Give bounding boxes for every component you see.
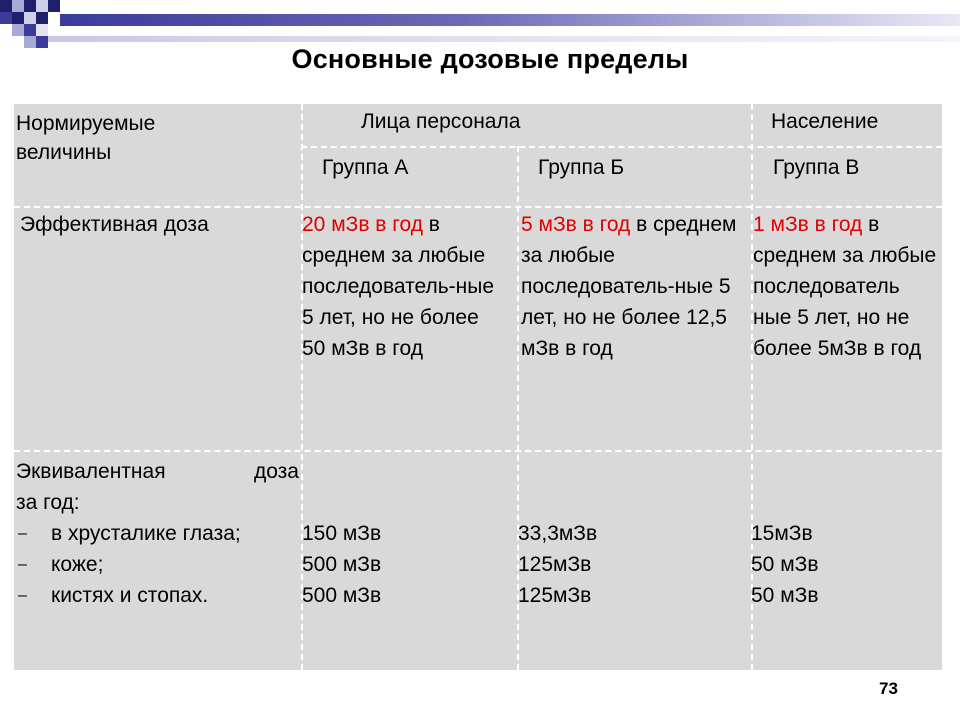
dose-limits-table bbox=[14, 104, 942, 670]
list-item: – в хрусталике глаза; bbox=[16, 518, 299, 549]
dash-bullet-icon: – bbox=[18, 587, 27, 604]
limit-highlight: 1 мЗв в год bbox=[753, 213, 863, 236]
deco-square bbox=[0, 0, 12, 12]
row-divider bbox=[301, 146, 942, 148]
equivalent-dose-group-v bbox=[751, 518, 936, 611]
dose-value: 125мЗв bbox=[518, 584, 592, 607]
deco-square bbox=[24, 0, 36, 12]
header-group-a: Группа А bbox=[322, 156, 409, 179]
dash-bullet-icon: – bbox=[18, 556, 27, 573]
row-divider bbox=[14, 450, 942, 452]
dose-value: 500 мЗв bbox=[302, 584, 382, 607]
row-divider bbox=[14, 206, 942, 208]
equivalent-dose-period: за год: bbox=[16, 491, 80, 514]
deco-bar bbox=[60, 14, 960, 26]
deco-square bbox=[24, 24, 36, 36]
deco-square bbox=[12, 24, 24, 36]
dose-value: 150 мЗв bbox=[302, 522, 382, 545]
deco-bar bbox=[48, 36, 960, 42]
dose-value: 50 мЗв bbox=[751, 553, 819, 576]
equivalent-dose-group-b bbox=[518, 518, 743, 611]
deco-square bbox=[36, 0, 48, 12]
list-item: – коже; bbox=[16, 549, 299, 580]
limit-text: в среднем за любые последователь ные 5 лет, но не более 5мЗв в год bbox=[753, 213, 937, 360]
effective-dose-label: Эффективная доза bbox=[20, 213, 209, 236]
header-population: Население bbox=[771, 110, 879, 133]
deco-square bbox=[36, 24, 48, 36]
header-group-b: Группа Б bbox=[538, 156, 625, 179]
limit-text: в среднем за любые последователь-ные 5 лет, но не более 12,5 мЗв в год bbox=[521, 213, 737, 360]
equivalent-dose-word: доза bbox=[253, 460, 299, 483]
dose-value: 33,3мЗв bbox=[518, 522, 598, 545]
dose-value: 500 мЗв bbox=[302, 553, 382, 576]
list-item: – кистях и стопах. bbox=[16, 580, 299, 611]
dash-bullet-icon: – bbox=[18, 525, 27, 542]
slide-title: Основные дозовые пределы bbox=[291, 44, 689, 74]
slide-number: 73 bbox=[879, 679, 898, 698]
header-quantity: Нормируемые величины bbox=[16, 112, 156, 164]
dose-value: 50 мЗв bbox=[751, 584, 819, 607]
effective-dose-group-v bbox=[753, 209, 942, 364]
equivalent-dose-label bbox=[16, 456, 299, 611]
limit-highlight: 20 мЗв в год bbox=[302, 213, 423, 236]
deco-square bbox=[12, 0, 24, 12]
deco-square bbox=[48, 0, 60, 12]
deco-square bbox=[24, 12, 36, 24]
deco-square bbox=[0, 12, 12, 24]
limit-text: в среднем за любые последователь-ные 5 лет, но не более 50 мЗв в год bbox=[302, 213, 495, 360]
dose-value: 15мЗв bbox=[751, 522, 813, 545]
deco-square bbox=[36, 12, 48, 24]
deco-square bbox=[12, 12, 24, 24]
header-group-v: Группа В bbox=[773, 156, 860, 179]
header-staff: Лица персонала bbox=[361, 110, 521, 133]
effective-dose-group-a bbox=[302, 209, 502, 364]
dose-value: 125мЗв bbox=[518, 553, 592, 576]
limit-highlight: 5 мЗв в год bbox=[521, 213, 631, 236]
organ-list bbox=[16, 518, 299, 611]
equivalent-dose-group-a bbox=[302, 518, 507, 611]
equivalent-dose-word: Эквивалентная bbox=[16, 460, 166, 483]
effective-dose-group-b bbox=[521, 209, 743, 364]
